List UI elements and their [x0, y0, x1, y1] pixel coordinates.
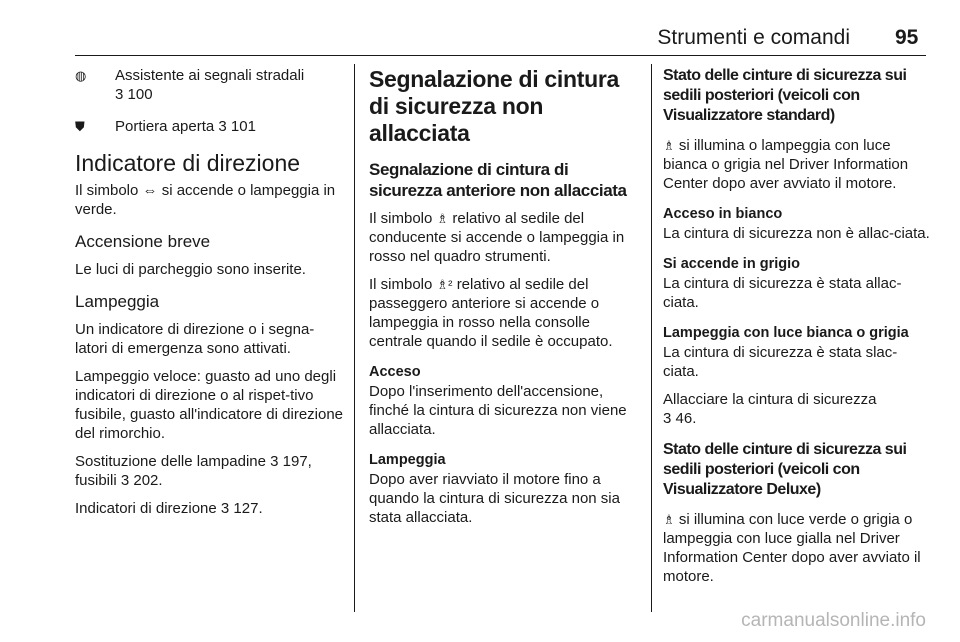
- block-white: [663, 205, 933, 243]
- column-divider-right: [651, 64, 652, 612]
- paragraph-rear-deluxe: [663, 510, 933, 586]
- turn-signal-icon: ⇔: [142, 182, 158, 199]
- paragraph-lampeggia: Dopo aver riavviato il motore fino a quando la cintura di sicurezza non sia stata allacciata.: [369, 471, 620, 526]
- heading-rear-standard: Stato delle cinture di sicurezza sui sedili posteriori (veicoli con Visualizzatore standard): [663, 67, 907, 124]
- paragraph-flash: La cintura di sicurezza è stata slac-ciata.: [663, 344, 898, 380]
- p1-text-a: Il simbolo: [369, 210, 433, 227]
- traffic-sign-assistant-icon: ◍: [75, 68, 87, 83]
- door-open-icon: ⛊: [75, 119, 85, 134]
- seatbelt-icon: ♗: [663, 512, 675, 527]
- column-middle: [369, 66, 644, 536]
- indicators-text: Indicatori di direzione: [75, 500, 217, 517]
- label-acceso: Acceso: [369, 364, 421, 380]
- intro-text-b: si accende o lampeggia in verde.: [75, 182, 336, 218]
- page-reference: 3 202.: [120, 472, 163, 489]
- heading-indicatore: Indicatore di direzione: [75, 150, 301, 176]
- column-left: [75, 66, 345, 527]
- paragraph-short: Le luci di parcheggio sono inserite.: [75, 261, 306, 278]
- seatbelt-icon: ♗: [436, 211, 449, 226]
- page-number: 95: [895, 26, 919, 49]
- paragraph-replacement: [75, 452, 345, 490]
- label-lampeggia: Lampeggia: [369, 452, 446, 468]
- label-flash: Lampeggia con luce bianca o grigia: [663, 325, 909, 341]
- seatbelt-icon: ♗: [663, 138, 675, 153]
- subheading-lampeggia: Lampeggia: [75, 292, 160, 311]
- paragraph-fasten: [663, 390, 933, 428]
- block-flash: [663, 324, 933, 381]
- page-reference: 3 100: [115, 86, 153, 103]
- paragraph-rear-standard: [663, 136, 933, 193]
- column-divider-left: [354, 64, 355, 612]
- paragraph-fast-blink: Lampeggio veloce: guasto ad uno degli indicatori di direzione o al rispet-tivo fusibile, guasto all'indicatore di direzione del rimorchio.: [75, 368, 344, 442]
- p2-text-b: relativo al sedile del passeggero anteriore si accende o lampeggia in rosso nella consolle centrale quando il sedile è occupato.: [369, 276, 613, 350]
- rear-standard-text: si illumina o lampeggia con luce bianca o grigia nel Driver Information Center dopo aver avviato il motore.: [663, 137, 909, 192]
- heading-seatbelt: Segnalazione di cintura di sicurezza non allacciata: [369, 66, 619, 146]
- replace-text-a: Sostituzione delle lampadine: [75, 453, 266, 470]
- fasten-text: Allacciare la cintura di sicurezza: [663, 391, 877, 408]
- item-text: Portiera aperta: [115, 118, 215, 135]
- paragraph-driver-belt: [369, 209, 644, 266]
- column-right: [663, 66, 933, 595]
- subheading-front-seatbelt: Segnalazione di cintura di sicurezza anteriore non allacciata: [369, 160, 627, 200]
- intro-text-a: Il simbolo: [75, 182, 139, 199]
- paragraph-passenger-belt: [369, 275, 644, 351]
- page-reference: 3 197,: [270, 453, 312, 470]
- heading-rear-deluxe: Stato delle cinture di sicurezza sui sedili posteriori (veicoli con Visualizzatore Deluxe): [663, 441, 907, 498]
- header-rule: [75, 55, 926, 56]
- page-reference: 3 101: [218, 118, 256, 135]
- paragraph-white: La cintura di sicurezza non è allac-ciata.: [663, 225, 930, 242]
- paragraph-grey: La cintura di sicurezza è stata allac-ciata.: [663, 275, 902, 311]
- block-grey: [663, 255, 933, 312]
- block-lampeggia: [369, 451, 644, 527]
- replace-text-b: fusibili: [75, 472, 117, 489]
- list-item-door-open: [75, 117, 345, 136]
- subheading-accensione-breve: Accensione breve: [75, 232, 211, 251]
- rear-deluxe-text: si illumina con luce verde o grigia o lampeggia con luce gialla nel Driver Information Center dopo aver avviato il motore.: [663, 511, 921, 585]
- passenger-seatbelt-icon: ♗²: [436, 277, 453, 292]
- list-item-traffic-sign: [75, 66, 345, 104]
- paragraph-blink: Un indicatore di direzione o i segna-latori di emergenza sono attivati.: [75, 321, 315, 357]
- paragraph-intro: [75, 181, 345, 219]
- p2-text-a: Il simbolo: [369, 276, 433, 293]
- block-acceso: [369, 363, 644, 439]
- page-reference: 3 127.: [220, 500, 263, 517]
- p1-text-b: relativo al sedile del conducente si accende o lampeggia in rosso nel quadro strumenti.: [369, 210, 625, 265]
- label-white: Acceso in bianco: [663, 206, 783, 222]
- watermark: carmanualsonline.info: [741, 610, 926, 631]
- item-text: Assistente ai segnali stradali: [115, 67, 305, 84]
- section-title: Strumenti e comandi: [657, 26, 850, 49]
- paragraph-acceso: Dopo l'inserimento dell'accensione, finché la cintura di sicurezza non viene allacciata.: [369, 383, 627, 438]
- page-reference: 3 46.: [663, 410, 697, 427]
- paragraph-indicators: [75, 499, 345, 518]
- label-grey: Si accende in grigio: [663, 256, 800, 272]
